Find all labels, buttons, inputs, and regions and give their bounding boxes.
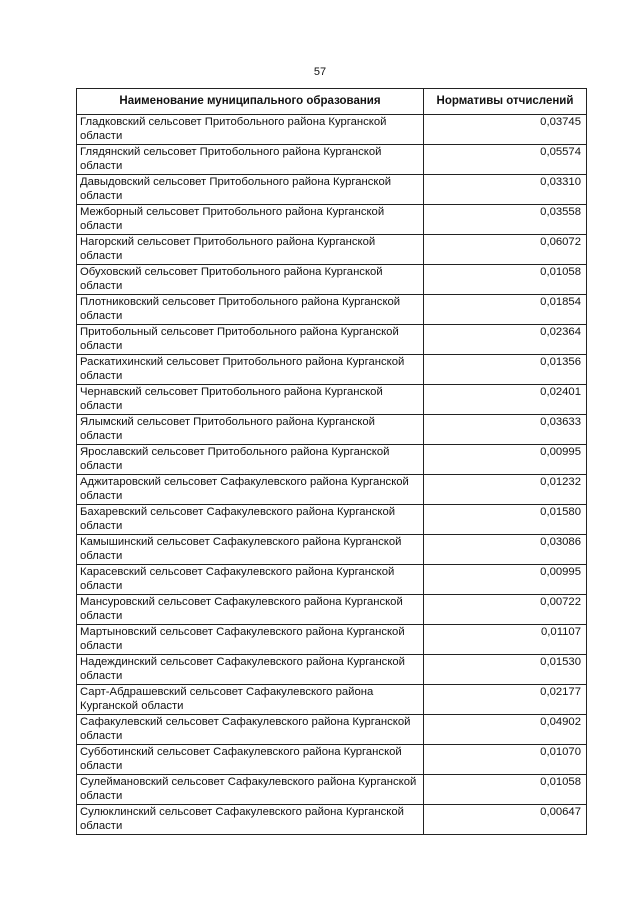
municipality-name-cell: Аджитаровский сельсовет Сафакулевского района Курганской области [77, 475, 424, 505]
norm-value-cell: 0,01107 [424, 625, 587, 655]
table-row [77, 715, 587, 745]
norm-value-cell: 0,02364 [424, 325, 587, 355]
norm-value-cell: 0,03745 [424, 115, 587, 145]
norm-value-cell: 0,01058 [424, 775, 587, 805]
norm-value-cell: 0,01058 [424, 265, 587, 295]
column-header-norms: Нормативы отчислений [424, 89, 587, 115]
norm-value-cell: 0,04902 [424, 715, 587, 745]
norm-value-cell: 0,00995 [424, 445, 587, 475]
municipality-name-cell: Карасевский сельсовет Сафакулевского района Курганской области [77, 565, 424, 595]
table-row [77, 745, 587, 775]
table-row [77, 205, 587, 235]
municipality-name-cell: Бахаревский сельсовет Сафакулевского района Курганской области [77, 505, 424, 535]
table-row [77, 505, 587, 535]
municipality-name-cell: Плотниковский сельсовет Притобольного района Курганской области [77, 295, 424, 325]
municipality-name-cell: Сулеймановский сельсовет Сафакулевского района Курганской области [77, 775, 424, 805]
table-row [77, 445, 587, 475]
table-row [77, 475, 587, 505]
table-row [77, 685, 587, 715]
municipality-name-cell: Раскатихинский сельсовет Притобольного района Курганской области [77, 355, 424, 385]
norm-value-cell: 0,01232 [424, 475, 587, 505]
municipality-name-cell: Чернавский сельсовет Притобольного района Курганской области [77, 385, 424, 415]
norm-value-cell: 0,03086 [424, 535, 587, 565]
norm-value-cell: 0,03633 [424, 415, 587, 445]
municipality-name-cell: Ялымский сельсовет Притобольного района Курганской области [77, 415, 424, 445]
municipality-name-cell: Сулюклинский сельсовет Сафакулевского района Курганской области [77, 805, 424, 835]
table-row [77, 145, 587, 175]
norm-value-cell: 0,00722 [424, 595, 587, 625]
table-row [77, 415, 587, 445]
norms-table [76, 88, 587, 835]
municipality-name-cell: Мансуровский сельсовет Сафакулевского района Курганской области [77, 595, 424, 625]
municipality-name-cell: Гладковский сельсовет Притобольного района Курганской области [77, 115, 424, 145]
municipality-name-cell: Обуховский сельсовет Притобольного района Курганской области [77, 265, 424, 295]
norm-value-cell: 0,02177 [424, 685, 587, 715]
norm-value-cell: 0,05574 [424, 145, 587, 175]
table-row [77, 265, 587, 295]
table-row [77, 625, 587, 655]
norm-value-cell: 0,03558 [424, 205, 587, 235]
norm-value-cell: 0,06072 [424, 235, 587, 265]
municipality-name-cell: Камышинский сельсовет Сафакулевского района Курганской области [77, 535, 424, 565]
municipality-name-cell: Межборный сельсовет Притобольного района Курганской области [77, 205, 424, 235]
municipality-name-cell: Сафакулевский сельсовет Сафакулевского района Курганской области [77, 715, 424, 745]
table-body [77, 115, 587, 835]
norm-value-cell: 0,02401 [424, 385, 587, 415]
municipality-name-cell: Сарт-Абдрашевский сельсовет Сафакулевского района Курганской области [77, 685, 424, 715]
table-row [77, 595, 587, 625]
table-row [77, 235, 587, 265]
norm-value-cell: 0,01580 [424, 505, 587, 535]
municipality-name-cell: Мартыновский сельсовет Сафакулевского района Курганской области [77, 625, 424, 655]
table-row [77, 805, 587, 835]
table-header-row [77, 89, 587, 115]
norm-value-cell: 0,00647 [424, 805, 587, 835]
table-row [77, 655, 587, 685]
municipality-name-cell: Притобольный сельсовет Притобольного района Курганской области [77, 325, 424, 355]
page-number: 57 [313, 66, 327, 78]
municipality-name-cell: Нагорский сельсовет Притобольного района Курганской области [77, 235, 424, 265]
table-row [77, 115, 587, 145]
municipality-name-cell: Глядянский сельсовет Притобольного района Курганской области [77, 145, 424, 175]
municipality-name-cell: Надеждинский сельсовет Сафакулевского района Курганской области [77, 655, 424, 685]
table-row [77, 355, 587, 385]
municipality-name-cell: Субботинский сельсовет Сафакулевского района Курганской области [77, 745, 424, 775]
norm-value-cell: 0,01854 [424, 295, 587, 325]
municipality-name-cell: Давыдовский сельсовет Притобольного района Курганской области [77, 175, 424, 205]
table-row [77, 385, 587, 415]
column-header-name: Наименование муниципального образования [77, 89, 424, 115]
table-row [77, 565, 587, 595]
table-row [77, 775, 587, 805]
table-row [77, 175, 587, 205]
norm-value-cell: 0,01070 [424, 745, 587, 775]
norm-value-cell: 0,03310 [424, 175, 587, 205]
norm-value-cell: 0,01530 [424, 655, 587, 685]
table-row [77, 295, 587, 325]
norm-value-cell: 0,01356 [424, 355, 587, 385]
norm-value-cell: 0,00995 [424, 565, 587, 595]
municipality-name-cell: Ярославский сельсовет Притобольного района Курганской области [77, 445, 424, 475]
table-row [77, 535, 587, 565]
table-row [77, 325, 587, 355]
